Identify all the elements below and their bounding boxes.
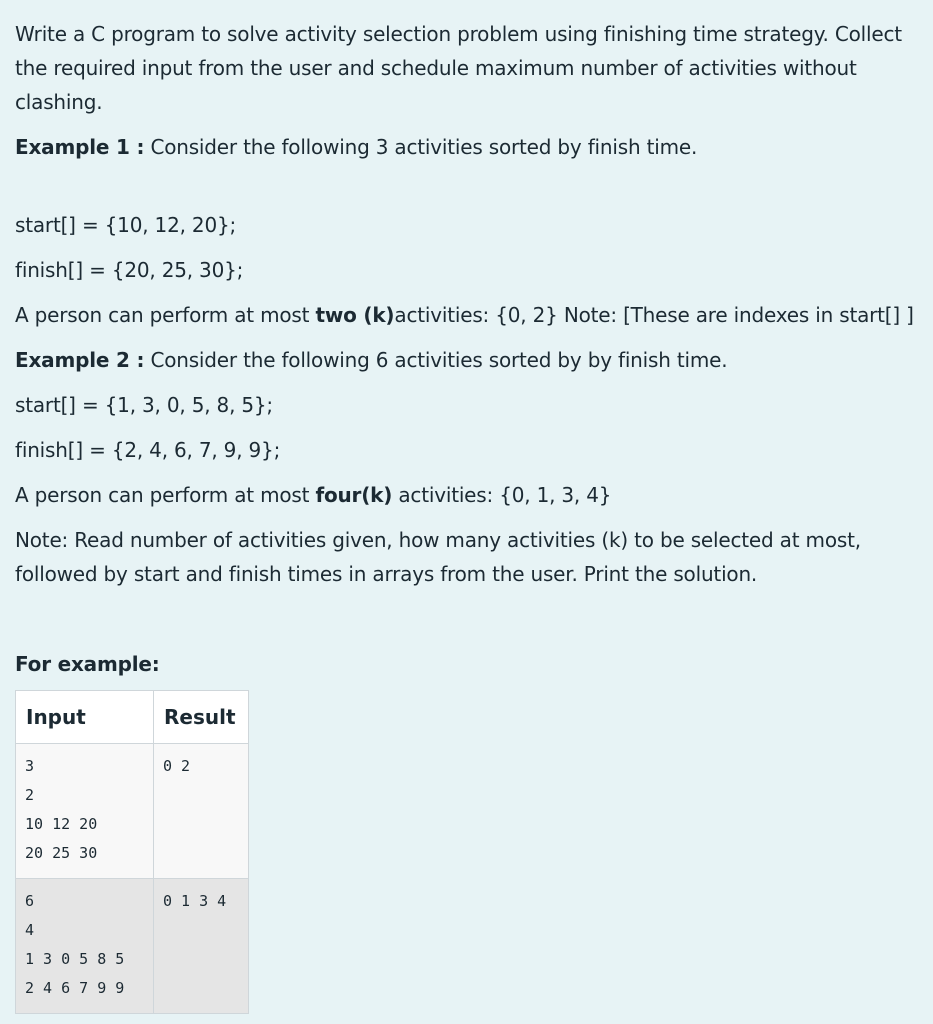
example-2-description: Consider the following 6 activities sorted by by finish time. [144,348,728,372]
example-1-label: Example 1 : [15,135,145,159]
example-1-heading [15,130,915,164]
result-column-header: Result [154,691,249,744]
for-example-heading: For example: [15,652,160,676]
input-line: 2 [25,786,35,804]
examples-table [15,690,249,1014]
result-cell [154,744,249,879]
input-line: 10 12 20 [25,815,98,833]
table-row [16,879,249,1014]
example-2-result-suffix: activities: {0, 1, 3, 4} [392,483,612,507]
input-cell [16,879,154,1014]
example-2-start-array: start[] = {1, 3, 0, 5, 8, 5}; [15,393,273,417]
example-2-label: Example 2 : [15,348,145,372]
examples-header-row [16,691,249,744]
input-line: 6 [25,892,35,910]
input-line: 4 [25,921,35,939]
input-text [25,887,144,1003]
input-line: 20 25 30 [25,844,98,862]
input-text [25,752,144,868]
example-2-result-prefix: A person can perform at most [15,483,316,507]
result-text: 0 2 [163,757,191,775]
example-2-result-count: four(k) [315,483,393,507]
example-1-description: Consider the following 3 activities sorted by finish time. [144,135,698,159]
example-2-heading [15,343,915,377]
table-row [16,744,249,879]
example-1-result-prefix: A person can perform at most [15,303,316,327]
example-2-result-text [15,478,915,512]
input-line: 2 4 6 7 9 9 [25,979,125,997]
example-1-result-suffix: activities: {0, 2} Note: [These are indexes in start[] ] [394,303,914,327]
example-1-finish-array: finish[] = {20, 25, 30}; [15,258,244,282]
example-1-result-text [15,298,915,332]
input-note: Note: Read number of activities given, how many activities (k) to be selected at most, followed by start and finish times in arrays from the user. Print the solution. [15,528,861,586]
example-1-result-count: two (k) [315,303,395,327]
input-line: 1 3 0 5 8 5 [25,950,125,968]
example-1-start-array: start[] = {10, 12, 20}; [15,213,237,237]
result-cell [154,879,249,1014]
input-line: 3 [25,757,35,775]
example-2-finish-array: finish[] = {2, 4, 6, 7, 9, 9}; [15,438,281,462]
problem-statement: Write a C program to solve activity selection problem using finishing time strategy. Collect the required input from the user and schedule maximum number of activities without clashing. [15,22,902,114]
result-text: 0 1 3 4 [163,892,227,910]
input-column-header: Input [16,691,154,744]
input-cell [16,744,154,879]
